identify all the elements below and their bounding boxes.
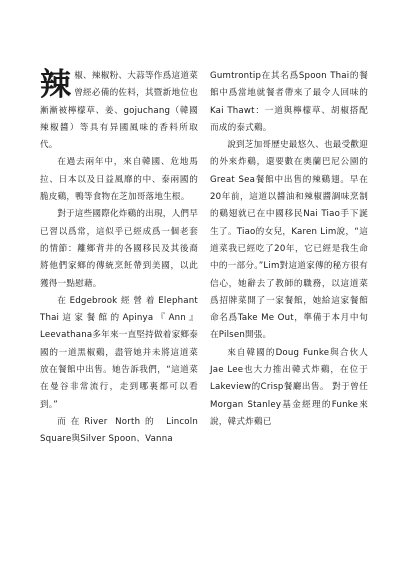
drop-cap: 辣 [40,67,72,103]
article-page [40,68,368,548]
article-paragraph: 說到芝加哥歷史最悠久、也最受歡迎的外來炸鷄，還要數在奧蘭巴尼公園的Great Sea餐館中出售的辣鷄翅。早在20年前，這道以醬油和辣椒醬調味烹制的鷄翅就已在中國移民Nai Tiao手下誕生了。Tiao的女兒，Karen Lim說，“這道菜我已經吃了20年，它已經是我生命中的一部分。”Lim對這道家傳的秘方很有信心，她辭去了教師的職務，以這道菜爲招牌菜開了一家餐館，她給這家餐館命名爲Take Me Out，準備于本月中旬在Pilsen開張。 [210,140,368,341]
article-paragraph [40,68,198,154]
article-paragraph: 在Edgebrook經營着Elephant Thai這家餐館的Apinya『Ann』Leevathana多年來一直堅持做着家鄉泰國的一道黑椒鷄，盡管她并未將這道菜放在餐館中出售。她告訴我們，“這道菜在曼谷非常流行，走到哪裏都可以看到。” [40,295,198,410]
article-paragraph: 而在River North的 Lincoln Square與Silver Spoon、Vanna [40,416,198,445]
article-paragraph: 在過去兩年中，來自韓國、危地馬拉、日本以及日益風靡的中、泰兩國的脆皮鷄，鴨等食物在芝加哥落地生根。 [40,157,198,203]
article-paragraph: Gumtrontip在其名爲Spoon Thai的餐館中爲當地就餐者帶來了最令人回味的Kai Thawt：一道與檸檬草、胡椒搭配而成的泰式鷄。 [210,71,368,133]
article-left-column [40,68,198,449]
article-paragraph: 對于這些國際化炸鷄的出現，人們早已習以爲常，這似乎已經成爲一個老套的情節：離鄉背井的各國移民及其後裔將他們家鄉的傳統烹飪帶到美國，以此獲得一點慰藉。 [40,209,198,289]
paragraph-text: 椒、辣椒粉、大蒜等作爲這道菜曾經必備的佐料，其暨新地位也漸漸被檸檬草、姜、gojuchang（韓國辣椒醬）等具有异國風味的香料所取代。 [40,71,198,151]
article-right-column [210,68,368,431]
article-paragraph: 來自韓國的Doug Funke與合伙人Jae Lee也大力推出韓式炸鷄，在位于Lakeview的Crisp餐廳出售。 對于曾任Morgan Stanley基金經理的Funke來說，韓式炸鷄已 [210,347,368,427]
